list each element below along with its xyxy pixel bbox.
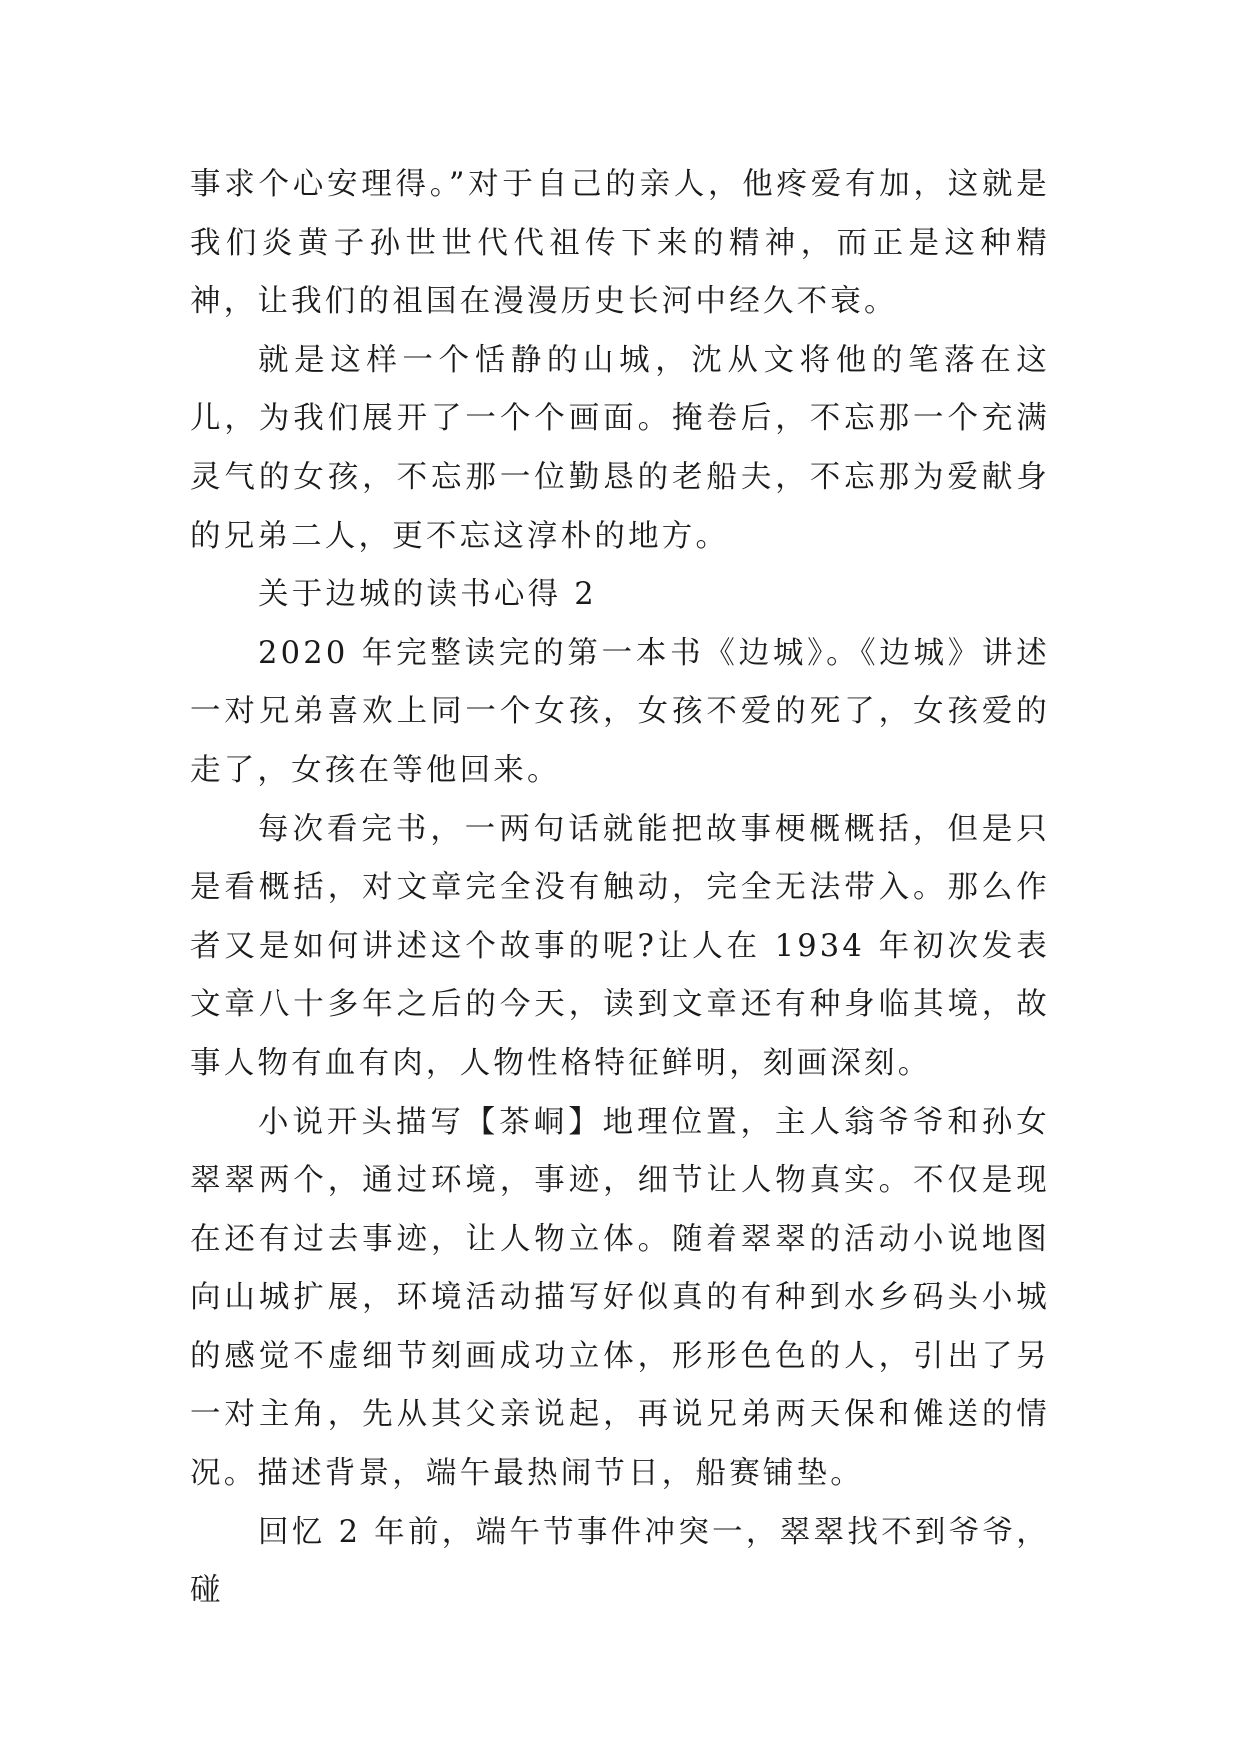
paragraph: 2020 年完整读完的第一本书《边城》。《边城》讲述一对兄弟喜欢上同一个女孩，女孩不爱的死了，女孩爱的走了，女孩在等他回来。	[190, 635, 1050, 788]
paragraph: 回忆 2 年前，端午节事件冲突一，翠翠找不到爷爷，碰	[190, 1514, 1050, 1609]
document-body	[190, 156, 1050, 1621]
paragraph: 事求个心安理得。”对于自己的亲人，他疼爱有加，这就是我们炎黄子孙世世代代祖传下来的精神，而正是这种精神，让我们的祖国在漫漫历史长河中经久不衰。	[190, 167, 1050, 320]
paragraph: 小说开头描写【茶峒】地理位置，主人翁爷爷和孙女翠翠两个，通过环境，事迹，细节让人物真实。不仅是现在还有过去事迹，让人物立体。随着翠翠的活动小说地图向山城扩展，环境活动描写好似真的有种到水乡码头小城的感觉不虚细节刻画成功立体，形形色色的人，引出了另一对主角，先从其父亲说起，再说兄弟两天保和傩送的情况。描述背景，端午最热闹节日，船赛铺垫。	[190, 1104, 1050, 1492]
section-heading: 关于边城的读书心得 2	[258, 577, 597, 613]
paragraph: 就是这样一个恬静的山城，沈从文将他的笔落在这儿，为我们展开了一个个画面。掩卷后，不忘那一个充满灵气的女孩，不忘那一位勤恳的老船夫，不忘那为爱献身的兄弟二人，更不忘这淳朴的地方。	[190, 342, 1050, 554]
paragraph: 每次看完书，一两句话就能把故事梗概概括，但是只是看概括，对文章完全没有触动，完全无法带入。那么作者又是如何讲述这个故事的呢?让人在 1934 年初次发表文章八十多年之后的今天，读到文章还有种身临其境，故事人物有血有肉，人物性格特征鲜明，刻画深刻。	[190, 811, 1050, 1081]
